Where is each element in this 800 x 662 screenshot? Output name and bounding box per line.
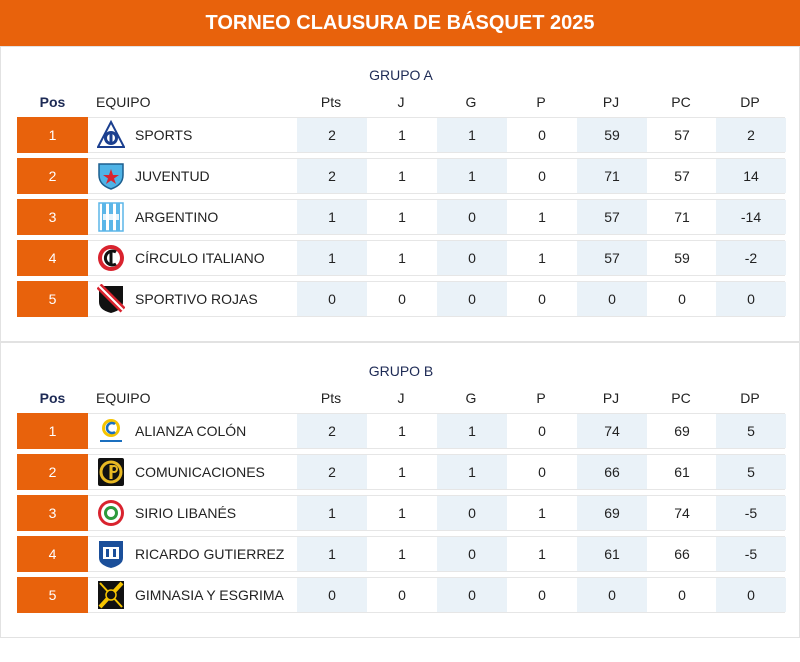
team-name: JUVENTUD (135, 168, 210, 184)
pc-cell: 57 (674, 127, 690, 143)
col-p: P (536, 94, 546, 110)
group-a-card (0, 46, 800, 342)
tournament-title: TORNEO CLAUSURA DE BÁSQUET 2025 (0, 0, 800, 46)
pj-cell: 57 (577, 241, 647, 275)
p-cell: 0 (538, 423, 546, 439)
j-cell: 1 (398, 127, 406, 143)
p-cell: 1 (538, 505, 546, 521)
col-j: J (397, 390, 405, 406)
position-cell: 2 (17, 454, 88, 490)
table-header (17, 93, 785, 111)
table-row (17, 413, 785, 449)
pc-cell: 61 (674, 464, 690, 480)
g-cell: 0 (437, 241, 507, 275)
pj-cell: 0 (577, 578, 647, 612)
col-dp: DP (740, 390, 760, 406)
position-cell: 5 (17, 281, 88, 317)
pc-cell: 57 (674, 168, 690, 184)
gimnasia-esgrima-crest-icon (97, 580, 125, 610)
alianza-colon-crest-icon (97, 416, 125, 446)
pts-cell: 1 (297, 496, 367, 530)
comunicaciones-crest-icon (97, 457, 125, 487)
j-cell: 0 (398, 291, 406, 307)
p-cell: 0 (538, 587, 546, 603)
position-cell: 5 (17, 577, 88, 613)
circulo-italiano-crest-icon (97, 243, 125, 273)
pj-cell: 59 (577, 118, 647, 152)
pj-cell: 66 (577, 455, 647, 489)
sportivo-rojas-crest-icon (97, 284, 125, 314)
col-team: EQUIPO (96, 94, 151, 110)
position-cell: 3 (17, 495, 88, 531)
pc-cell: 0 (678, 291, 686, 307)
team-name: ARGENTINO (135, 209, 219, 225)
dp-cell: 14 (716, 159, 786, 193)
position-cell: 1 (17, 413, 88, 449)
table-row (17, 199, 785, 235)
pc-cell: 66 (674, 546, 690, 562)
col-pj: PJ (602, 94, 620, 110)
team-cell (89, 159, 297, 193)
team-name: COMUNICACIONES (135, 464, 265, 480)
table-row (17, 158, 785, 194)
table-row (17, 281, 785, 317)
position-cell: 4 (17, 536, 88, 572)
sirio-libanes-crest-icon (97, 498, 125, 528)
g-cell: 1 (437, 118, 507, 152)
pts-cell: 2 (297, 159, 367, 193)
p-cell: 1 (538, 209, 546, 225)
col-pts: Pts (320, 390, 342, 406)
col-p: P (536, 390, 546, 406)
pc-cell: 59 (674, 250, 690, 266)
p-cell: 0 (538, 127, 546, 143)
team-name: SPORTS (135, 127, 193, 143)
team-name: CÍRCULO ITALIANO (135, 250, 265, 266)
position-cell: 1 (17, 117, 88, 153)
team-name: RICARDO GUTIERREZ (135, 546, 285, 562)
team-cell (89, 241, 297, 275)
pj-cell: 71 (577, 159, 647, 193)
p-cell: 0 (538, 168, 546, 184)
table-row (17, 240, 785, 276)
team-cell (89, 282, 297, 316)
g-cell: 1 (437, 414, 507, 448)
pc-cell: 69 (674, 423, 690, 439)
dp-cell: -5 (716, 537, 786, 571)
pts-cell: 0 (297, 282, 367, 316)
argentino-crest-icon (97, 202, 125, 232)
group-title: GRUPO B (368, 363, 434, 379)
team-cell (89, 496, 297, 530)
col-g: G (465, 94, 477, 110)
g-cell: 0 (437, 537, 507, 571)
p-cell: 1 (538, 546, 546, 562)
pj-cell: 69 (577, 496, 647, 530)
col-pc: PC (671, 94, 691, 110)
pts-cell: 2 (297, 455, 367, 489)
group-b-card (0, 342, 800, 638)
p-cell: 1 (538, 250, 546, 266)
j-cell: 1 (398, 464, 406, 480)
team-cell (89, 118, 297, 152)
team-name: ALIANZA COLÓN (135, 423, 247, 439)
position-cell: 4 (17, 240, 88, 276)
p-cell: 0 (538, 464, 546, 480)
juventud-crest-icon (97, 161, 125, 191)
pts-cell: 1 (297, 537, 367, 571)
g-cell: 0 (437, 282, 507, 316)
col-pj: PJ (602, 390, 620, 406)
dp-cell: 2 (716, 118, 786, 152)
team-name: SIRIO LIBANÉS (135, 505, 237, 521)
dp-cell: 0 (716, 578, 786, 612)
ricardo-gutierrez-crest-icon (97, 539, 125, 569)
j-cell: 1 (398, 209, 406, 225)
table-row (17, 454, 785, 490)
position-cell: 3 (17, 199, 88, 235)
table-row (17, 117, 785, 153)
g-cell: 1 (437, 455, 507, 489)
pts-cell: 2 (297, 118, 367, 152)
team-cell (89, 578, 297, 612)
j-cell: 1 (398, 546, 406, 562)
col-g: G (465, 390, 477, 406)
g-cell: 0 (437, 200, 507, 234)
col-team: EQUIPO (96, 390, 151, 406)
sports-crest-icon (97, 120, 125, 150)
table-row (17, 495, 785, 531)
j-cell: 1 (398, 250, 406, 266)
g-cell: 0 (437, 496, 507, 530)
col-pos: Pos (39, 94, 66, 110)
j-cell: 1 (398, 423, 406, 439)
g-cell: 1 (437, 159, 507, 193)
pc-cell: 0 (678, 587, 686, 603)
pts-cell: 1 (297, 241, 367, 275)
p-cell: 0 (538, 291, 546, 307)
col-pc: PC (671, 390, 691, 406)
table-row (17, 577, 785, 613)
dp-cell: -5 (716, 496, 786, 530)
col-j: J (397, 94, 405, 110)
j-cell: 1 (398, 168, 406, 184)
team-cell (89, 537, 297, 571)
col-pts: Pts (320, 94, 342, 110)
g-cell: 0 (437, 578, 507, 612)
col-pos: Pos (39, 390, 66, 406)
team-name: SPORTIVO ROJAS (135, 291, 258, 307)
pj-cell: 57 (577, 200, 647, 234)
pts-cell: 1 (297, 200, 367, 234)
team-cell (89, 200, 297, 234)
dp-cell: -2 (716, 241, 786, 275)
pj-cell: 74 (577, 414, 647, 448)
dp-cell: 5 (716, 414, 786, 448)
table-row (17, 536, 785, 572)
position-cell: 2 (17, 158, 88, 194)
dp-cell: -14 (716, 200, 786, 234)
group-title: GRUPO A (369, 67, 433, 83)
pc-cell: 71 (674, 209, 690, 225)
team-cell (89, 455, 297, 489)
dp-cell: 0 (716, 282, 786, 316)
j-cell: 0 (398, 587, 406, 603)
pts-cell: 0 (297, 578, 367, 612)
pc-cell: 74 (674, 505, 690, 521)
j-cell: 1 (398, 505, 406, 521)
team-name: GIMNASIA Y ESGRIMA (135, 587, 284, 603)
col-dp: DP (740, 94, 760, 110)
pj-cell: 0 (577, 282, 647, 316)
pts-cell: 2 (297, 414, 367, 448)
team-cell (89, 414, 297, 448)
pj-cell: 61 (577, 537, 647, 571)
table-header (17, 389, 785, 407)
dp-cell: 5 (716, 455, 786, 489)
